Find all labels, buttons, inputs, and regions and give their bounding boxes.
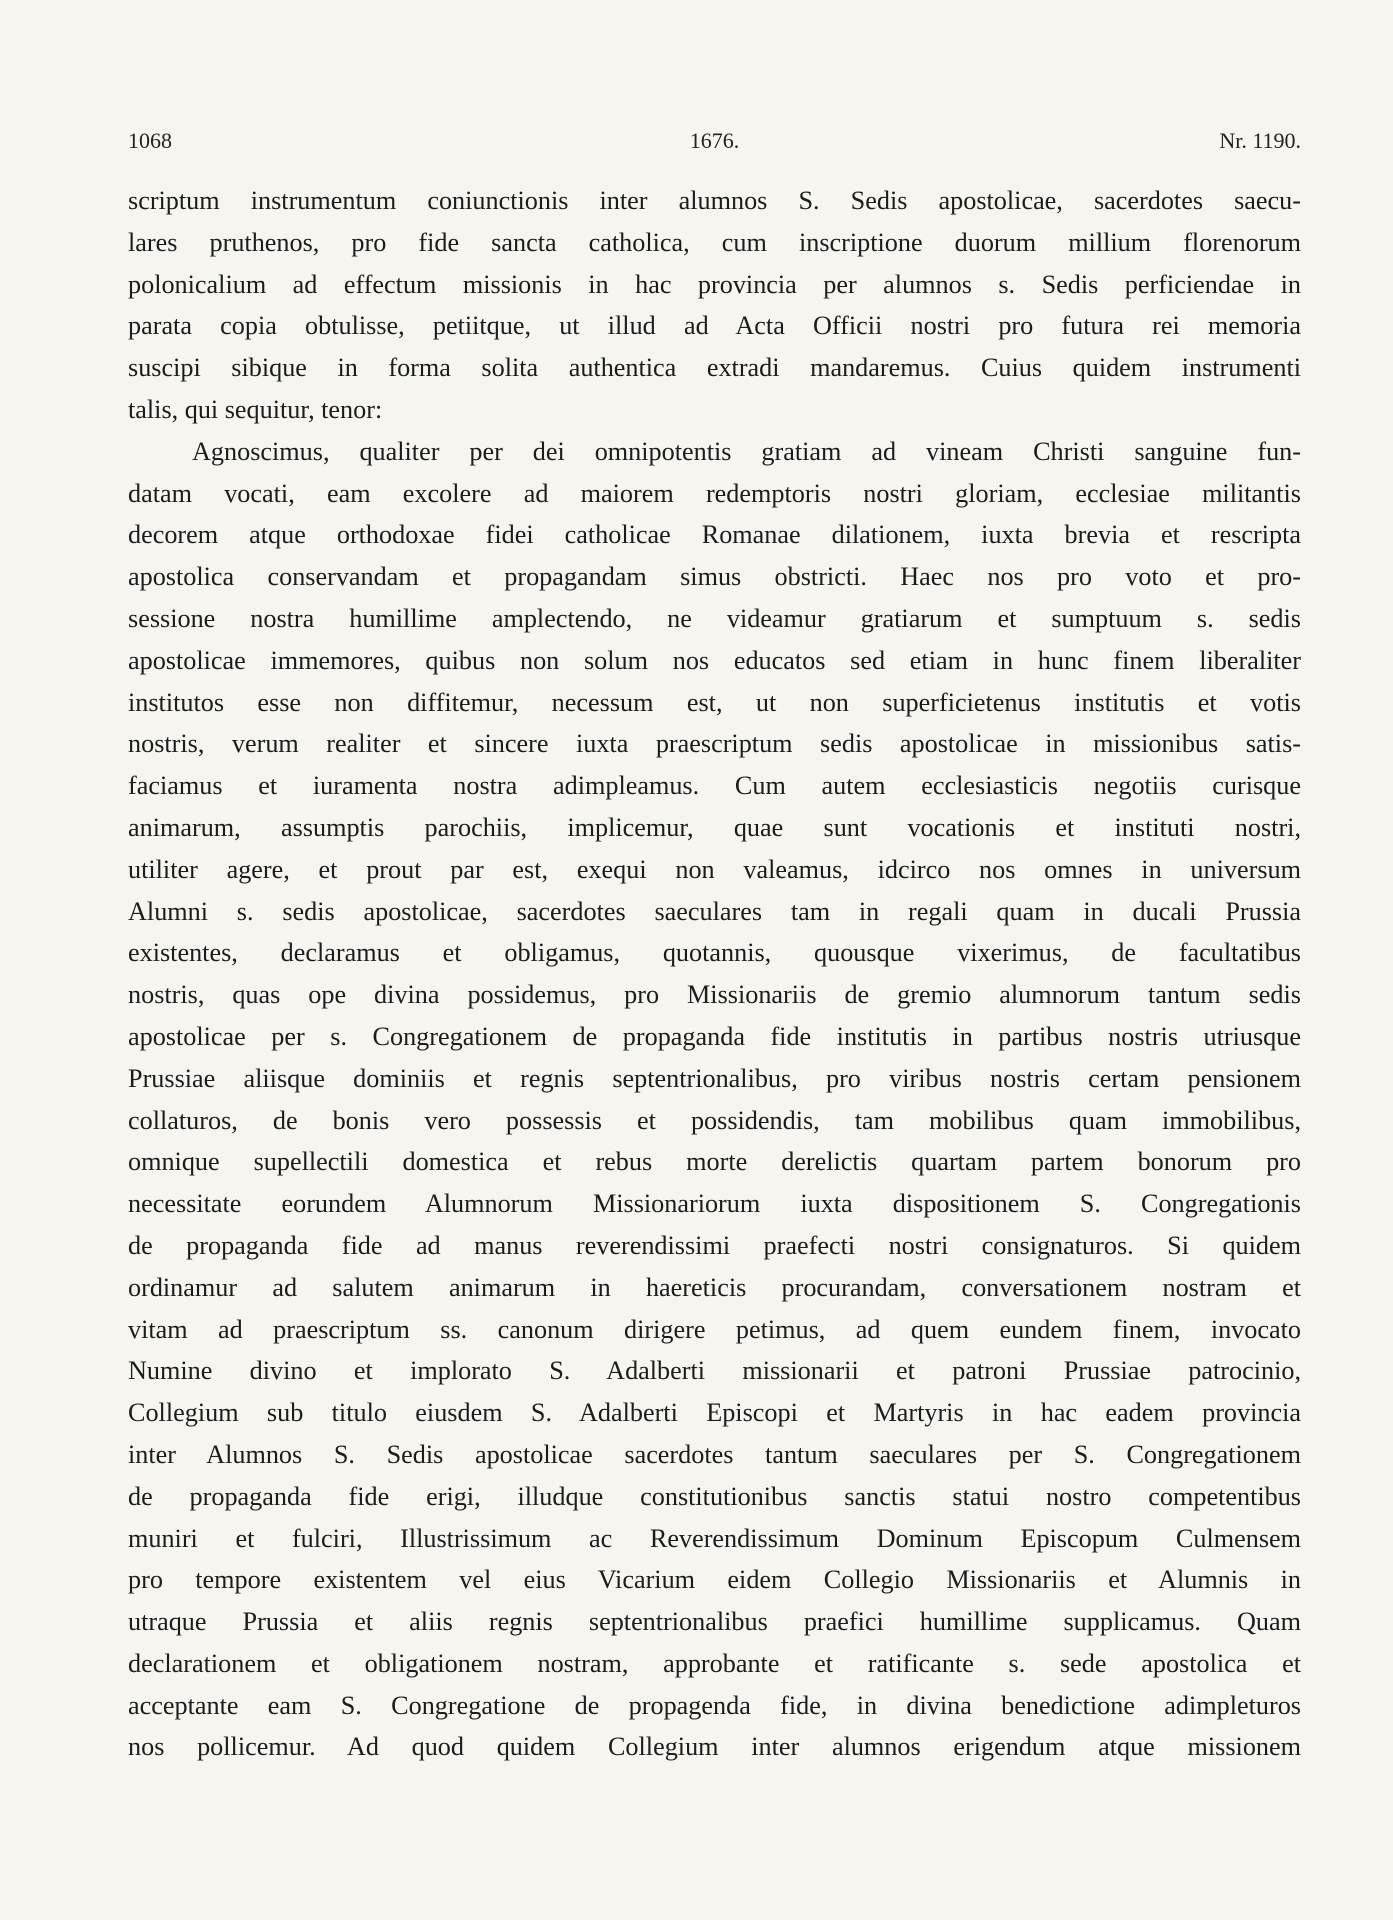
text-line: Prussiae aliisque dominiis et regnis septentrionalibus, pro viribus nostris certam pensionem	[128, 1063, 1301, 1093]
text-line: acceptante eam S. Congregatione de propagenda fide, in divina benedictione adimpleturos	[128, 1690, 1301, 1720]
text-line: muniri et fulciri, Illustrissimum ac Reverendissimum Dominum Episcopum Culmensem	[128, 1523, 1301, 1553]
text-line: Alumni s. sedis apostolicae, sacerdotes saeculares tam in regali quam in ducali Prussia	[128, 896, 1301, 926]
text-line: Numine divino et implorato S. Adalberti missionarii et patroni Prussiae patrocinio,	[128, 1356, 1301, 1386]
text-line: parata copia obtulisse, petiitque, ut illud ad Acta Officii nostri pro futura rei memoria	[128, 311, 1301, 341]
text-line: datam vocati, eam excolere ad maiorem redemptoris nostri gloriam, ecclesiae militantis	[128, 478, 1301, 508]
text-line: scriptum instrumentum coniunctionis inter alumnos S. Sedis apostolicae, sacerdotes saecu-	[128, 186, 1301, 215]
text-line: apostolica conservandam et propagandam simus obstricti. Haec nos pro voto et pro-	[128, 562, 1301, 592]
text-line: apostolicae immemores, quibus non solum nos educatos sed etiam in hunc finem liberaliter	[128, 645, 1301, 675]
document-number: Nr. 1190.	[1219, 128, 1301, 153]
text-line: necessitate eorundem Alumnorum Missionariorum iuxta dispositionem S. Congregationis	[128, 1189, 1301, 1219]
text-line: inter Alumnos S. Sedis apostolicae sacerdotes tantum saeculares per S. Congregationem	[128, 1439, 1301, 1469]
running-head	[128, 128, 1301, 158]
text-line: decorem atque orthodoxae fidei catholicae Romanae dilationem, iuxta brevia et rescripta	[128, 520, 1301, 550]
text-line: utiliter agere, et prout par est, exequi non valeamus, idcirco nos omnes in universum	[128, 854, 1301, 884]
text-line: nostris, verum realiter et sincere iuxta praescriptum sedis apostolicae in missionibus satis-	[128, 729, 1301, 759]
text-line: de propaganda fide erigi, illudque constitutionibus sanctis statui nostro competentibus	[128, 1481, 1301, 1511]
text-line: lares pruthenos, pro fide sancta catholica, cum inscriptione duorum millium florenorum	[128, 227, 1301, 257]
text-line: existentes, declaramus et obligamus, quotannis, quousque vixerimus, de facultatibus	[128, 938, 1301, 968]
text-line: declarationem et obligationem nostram, approbante et ratificante s. sede apostolica et	[128, 1648, 1301, 1678]
text-line: nostris, quas ope divina possidemus, pro Missionariis de gremio alumnorum tantum sedis	[128, 980, 1301, 1010]
text-line: de propaganda fide ad manus reverendissimi praefecti nostri consignaturos. Si quidem	[128, 1230, 1301, 1260]
text-line: apostolicae per s. Congregationem de propaganda fide institutis in partibus nostris utriusque	[128, 1021, 1301, 1051]
text-line: animarum, assumptis parochiis, implicemur, quae sunt vocationis et instituti nostri,	[128, 812, 1301, 842]
paragraph	[128, 180, 1301, 431]
text-line: suscipi sibique in forma solita authentica extradi mandaremus. Cuius quidem instrumenti	[128, 353, 1301, 383]
text-line: ordinamur ad salutem animarum in haereticis procurandam, conversationem nostram et	[128, 1272, 1301, 1302]
year-heading: 1676.	[689, 128, 740, 153]
paragraph	[128, 431, 1301, 1769]
text-line: Collegium sub titulo eiusdem S. Adalberti Episcopi et Martyris in hac eadem provincia	[128, 1398, 1301, 1428]
text-line: institutos esse non diffitemur, necessum est, ut non superficietenus institutis et votis	[128, 687, 1301, 717]
text-line: utraque Prussia et aliis regnis septentrionalibus praefici humillime supplicamus. Quam	[128, 1607, 1301, 1637]
text-line: sessione nostra humillime amplectendo, ne videamur gratiarum et sumptuum s. sedis	[128, 603, 1301, 633]
text-line: pro tempore existentem vel eius Vicarium eidem Collegio Missionariis et Alumnis in	[128, 1565, 1301, 1595]
text-line: faciamus et iuramenta nostra adimpleamus. Cum autem ecclesiasticis negotiis curisque	[128, 771, 1301, 801]
body-text	[128, 180, 1301, 1768]
page-number: 1068	[128, 128, 172, 153]
document-page	[128, 128, 1301, 1768]
text-line: polonicalium ad effectum missionis in hac provincia per alumnos s. Sedis perficiendae in	[128, 269, 1301, 299]
text-line: collaturos, de bonis vero possessis et possidendis, tam mobilibus quam immobilibus,	[128, 1105, 1301, 1135]
text-line: Agnoscimus, qualiter per dei omnipotentis gratiam ad vineam Christi sanguine fun-	[192, 436, 1301, 466]
text-line: vitam ad praescriptum ss. canonum dirigere petimus, ad quem eundem finem, invocato	[128, 1314, 1301, 1344]
text-line: omnique supellectili domestica et rebus morte derelictis quartam partem bonorum pro	[128, 1147, 1301, 1177]
text-line: talis, qui sequitur, tenor:	[128, 394, 383, 424]
text-line: nos pollicemur. Ad quod quidem Collegium inter alumnos erigendum atque missionem	[128, 1732, 1301, 1762]
